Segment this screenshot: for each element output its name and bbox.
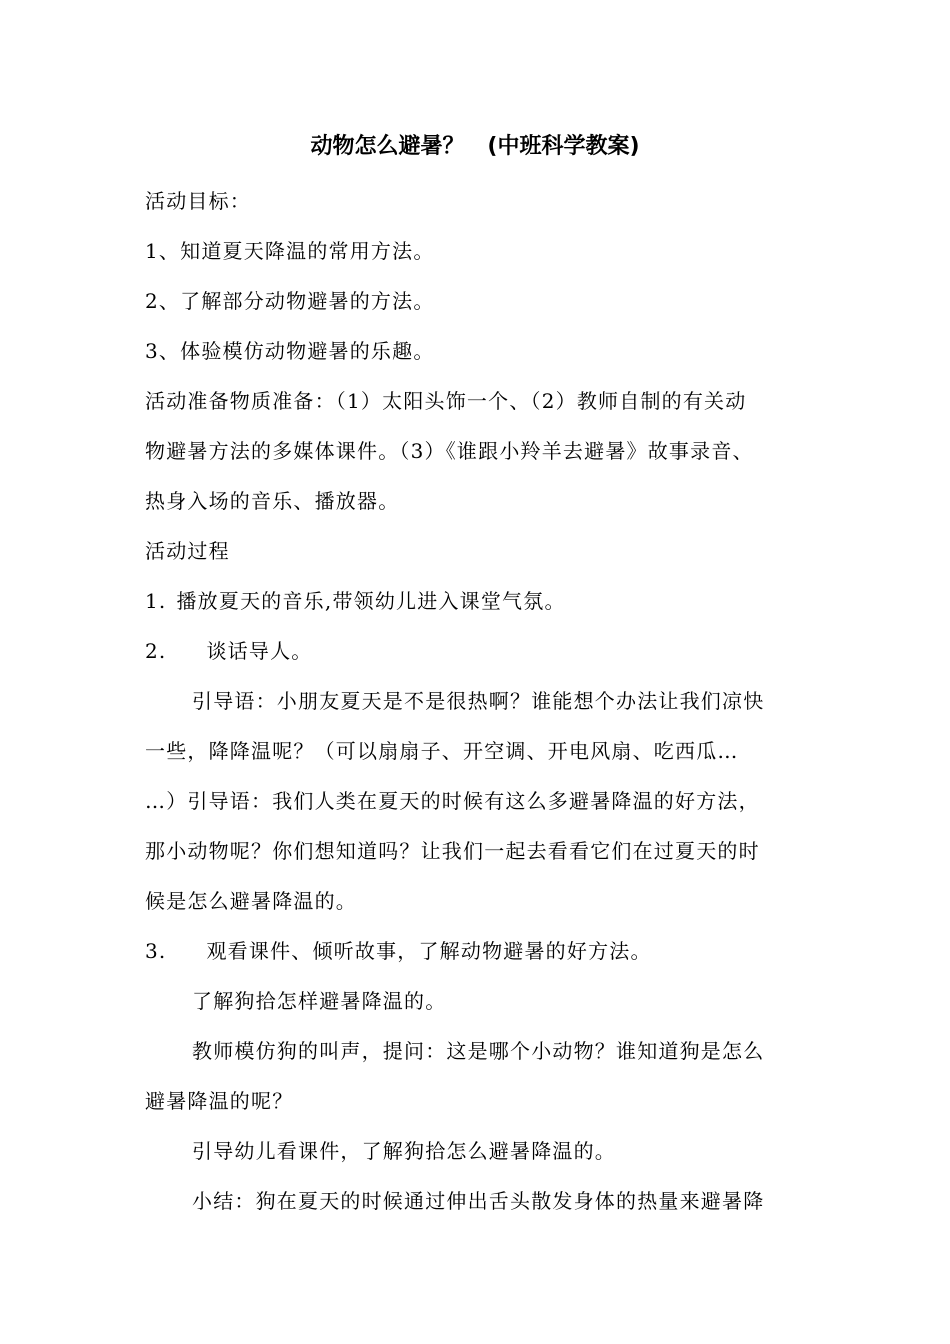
goal-item-1: 1、知道夏天降温的常用方法。 bbox=[145, 239, 435, 263]
paragraph-line: 引导语：小朋友夏天是不是很热啊？谁能想个办法让我们凉快 bbox=[192, 689, 765, 713]
preparation-line-1: 活动准备物质准备：（1）太阳头饰一个、（2）教师自制的有关动 bbox=[145, 389, 747, 413]
paragraph-line: 引导幼儿看课件，了解狗拾怎么避暑降温的。 bbox=[192, 1139, 616, 1163]
section-heading-goals: 活动目标： bbox=[145, 189, 251, 213]
step-number: 3. bbox=[145, 939, 167, 963]
goal-item-2: 2、了解部分动物避暑的方法。 bbox=[145, 289, 435, 313]
preparation-line-2: 物避暑方法的多媒体课件。（3）《谁跟小羚羊去避暑》故事录音、 bbox=[145, 439, 754, 463]
step-text: 观看课件、倾听故事，了解动物避暑的好方法。 bbox=[206, 939, 652, 963]
paragraph-line: …）引导语：我们人类在夏天的时候有这么多避暑降温的好方法， bbox=[145, 789, 760, 813]
paragraph-line: 小结：狗在夏天的时候通过伸出舌头散发身体的热量来避暑降 bbox=[192, 1189, 765, 1213]
goal-item-3: 3、体验模仿动物避暑的乐趣。 bbox=[145, 339, 435, 363]
step-number: 2. bbox=[145, 639, 167, 663]
step-text: 谈话导人。 bbox=[206, 639, 313, 663]
preparation-line-3: 热身入场的音乐、播放器。 bbox=[145, 489, 400, 513]
process-step-1 bbox=[145, 586, 566, 616]
process-step-2 bbox=[145, 636, 312, 666]
paragraph-line: 教师模仿狗的叫声，提问：这是哪个小动物？谁知道狗是怎么 bbox=[192, 1039, 765, 1063]
paragraph-line: 一些，降降温呢？（可以扇扇子、开空调、开电风扇、吃西瓜… bbox=[145, 739, 739, 763]
step-text: 播放夏天的音乐,带领幼儿进入课堂气氛。 bbox=[176, 589, 566, 613]
paragraph-line: 候是怎么避暑降温的。 bbox=[145, 889, 357, 913]
document-title: 动物怎么避暑？ (中班科学教案) bbox=[310, 134, 640, 159]
paragraph-line: 避暑降温的呢？ bbox=[145, 1089, 294, 1113]
step-number: 1. bbox=[145, 589, 167, 613]
paragraph-line: 了解狗拾怎样避暑降温的。 bbox=[192, 989, 447, 1013]
section-heading-process: 活动过程 bbox=[145, 539, 230, 563]
process-step-3 bbox=[145, 936, 652, 966]
paragraph-line: 那小动物呢？你们想知道吗？让我们一起去看看它们在过夏天的时 bbox=[145, 839, 760, 863]
